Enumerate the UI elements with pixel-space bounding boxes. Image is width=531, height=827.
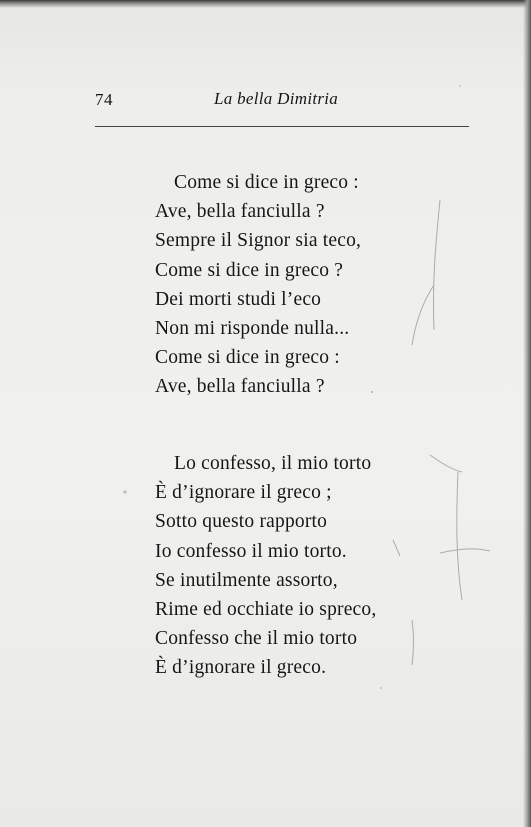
page-top-edge-shadow bbox=[0, 0, 531, 8]
running-title: La bella Dimitria bbox=[214, 89, 339, 108]
verse-line: Non mi risponde nulla... bbox=[155, 317, 350, 339]
page-number: 74 bbox=[95, 90, 113, 109]
verse-line: Ave, bella fanciulla ? bbox=[155, 201, 325, 223]
verse-line: Confesso che il mio torto bbox=[155, 628, 358, 650]
verse-line: È d’ignorare il greco ; bbox=[155, 482, 332, 504]
verse-line: Come si dice in greco : bbox=[174, 172, 359, 193]
verse-line: Dei morti studi l’eco bbox=[155, 288, 322, 310]
verse-line: Io confesso il mio torto. bbox=[155, 540, 347, 562]
page-right-edge-shadow bbox=[523, 0, 531, 827]
verse-line: Ave, bella fanciulla ? bbox=[155, 376, 325, 398]
header-rule bbox=[95, 126, 469, 127]
stanza-1 bbox=[155, 168, 361, 402]
verse-line: Lo confesso, il mio torto bbox=[174, 453, 372, 474]
verse-line: Come si dice in greco ? bbox=[155, 259, 344, 281]
verse-line: È d’ignorare il greco. bbox=[155, 657, 327, 679]
verse-line: Se inutilmente assorto, bbox=[155, 569, 338, 591]
verse-line: Sempre il Signor sia teco, bbox=[155, 230, 362, 252]
verse-line: Come si dice in greco : bbox=[155, 347, 340, 369]
stanza-2 bbox=[155, 449, 376, 683]
verse-line: Sotto questo rapporto bbox=[155, 511, 328, 533]
verse-line: Rime ed occhiate io spreco, bbox=[155, 598, 377, 620]
